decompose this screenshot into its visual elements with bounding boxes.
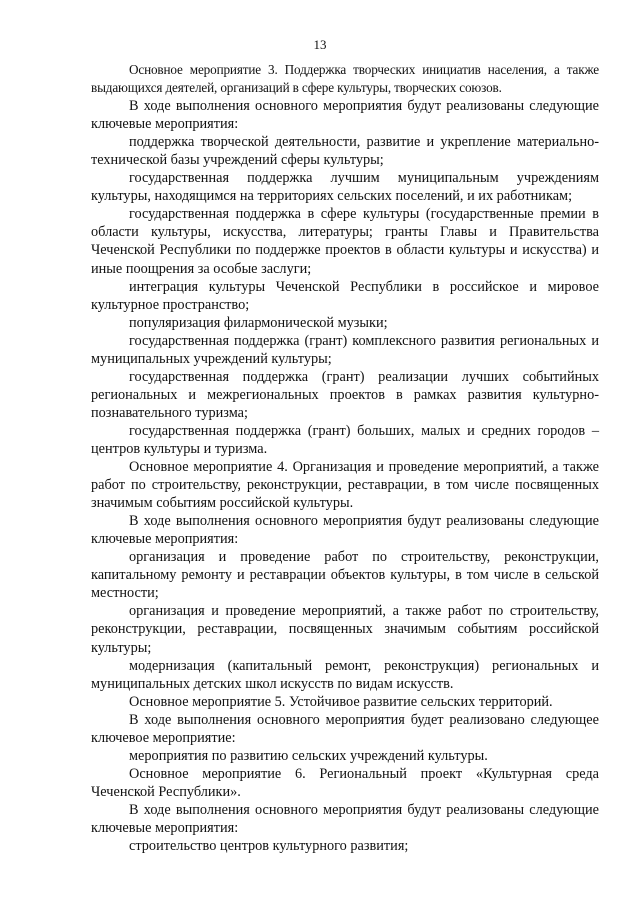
paragraph-list-item: строительство центров культурного развития; — [129, 838, 409, 855]
body-text — [91, 61, 599, 855]
paragraph-list-item: мероприятия по развитию сельских учреждений культуры. — [129, 747, 488, 764]
paragraph-list-item: поддержка творческой деятельности, развитие и укрепление материально-технической базы учреждений сферы культуры; — [91, 134, 599, 169]
paragraph-intro-activities: В ходе выполнения основного мероприятия будут реализованы следующие ключевые мероприятия: — [91, 98, 599, 133]
paragraph-intro-activities: В ходе выполнения основного мероприятия будут реализованы следующие ключевые мероприятия: — [91, 513, 599, 548]
paragraph-list-item: модернизация (капитальный ремонт, реконструкция) региональных и муниципальных детских школ искусств по видам искусств. — [91, 657, 599, 692]
paragraph-list-item: популяризация филармонической музыки; — [129, 314, 388, 331]
paragraph-list-item: государственная поддержка лучшим муниципальным учреждениям культуры, находящимся на территориях сельских поселений, и их работникам; — [91, 170, 599, 205]
paragraph-main-activity-5: Основное мероприятие 5. Устойчивое развитие сельских территорий. — [129, 693, 553, 710]
paragraph-list-item: государственная поддержка (грант) реализации лучших событийных региональных и межрегиональных проектов в рамках развития культурно-познавательного туризма; — [91, 368, 599, 421]
paragraph-list-item: интеграция культуры Чеченской Республики в российское и мировое культурное пространство; — [91, 278, 599, 313]
paragraph-list-item: государственная поддержка (грант) больших, малых и средних городов – центров культуры и туризма. — [91, 422, 599, 457]
paragraph-main-activity-6: Основное мероприятие 6. Региональный проект «Культурная среда Чеченской Республики». — [91, 765, 599, 800]
paragraph-intro-activity: В ходе выполнения основного мероприятия будет реализовано следующее ключевое мероприятие: — [91, 711, 599, 746]
paragraph-list-item: государственная поддержка в сфере культуры (государственные премии в области культуры, искусства, литературы; гранты Главы и Правительства Чеченской Республики по поддержке проектов в области культуры и искусства) и иные поощрения за особые заслуги; — [91, 206, 599, 277]
paragraph-intro-activities: В ходе выполнения основного мероприятия будут реализованы следующие ключевые мероприятия: — [91, 801, 599, 836]
paragraph-list-item: организация и проведение работ по строительству, реконструкции, капитальному ремонту и реставрации объектов культуры, в том числе в сельской местности; — [91, 549, 599, 602]
paragraph-main-activity-3: Основное мероприятие 3. Поддержка творческих инициатив населения, а также выдающихся деятелей, организаций в сфере культуры, творческих союзов. — [91, 62, 599, 96]
paragraph-main-activity-4: Основное мероприятие 4. Организация и проведение мероприятий, а также работ по строительству, реконструкции, реставрации, в том числе посвященных значимым событиям российской культуры. — [91, 459, 599, 512]
paragraph-list-item: государственная поддержка (грант) комплексного развития региональных и муниципальных учреждений культуры; — [91, 332, 599, 367]
page-number: 13 — [313, 37, 327, 52]
paragraph-list-item: организация и проведение мероприятий, а также работ по строительству, реконструкции, реставрации, посвященных значимым событиям российской культуры; — [91, 603, 599, 656]
